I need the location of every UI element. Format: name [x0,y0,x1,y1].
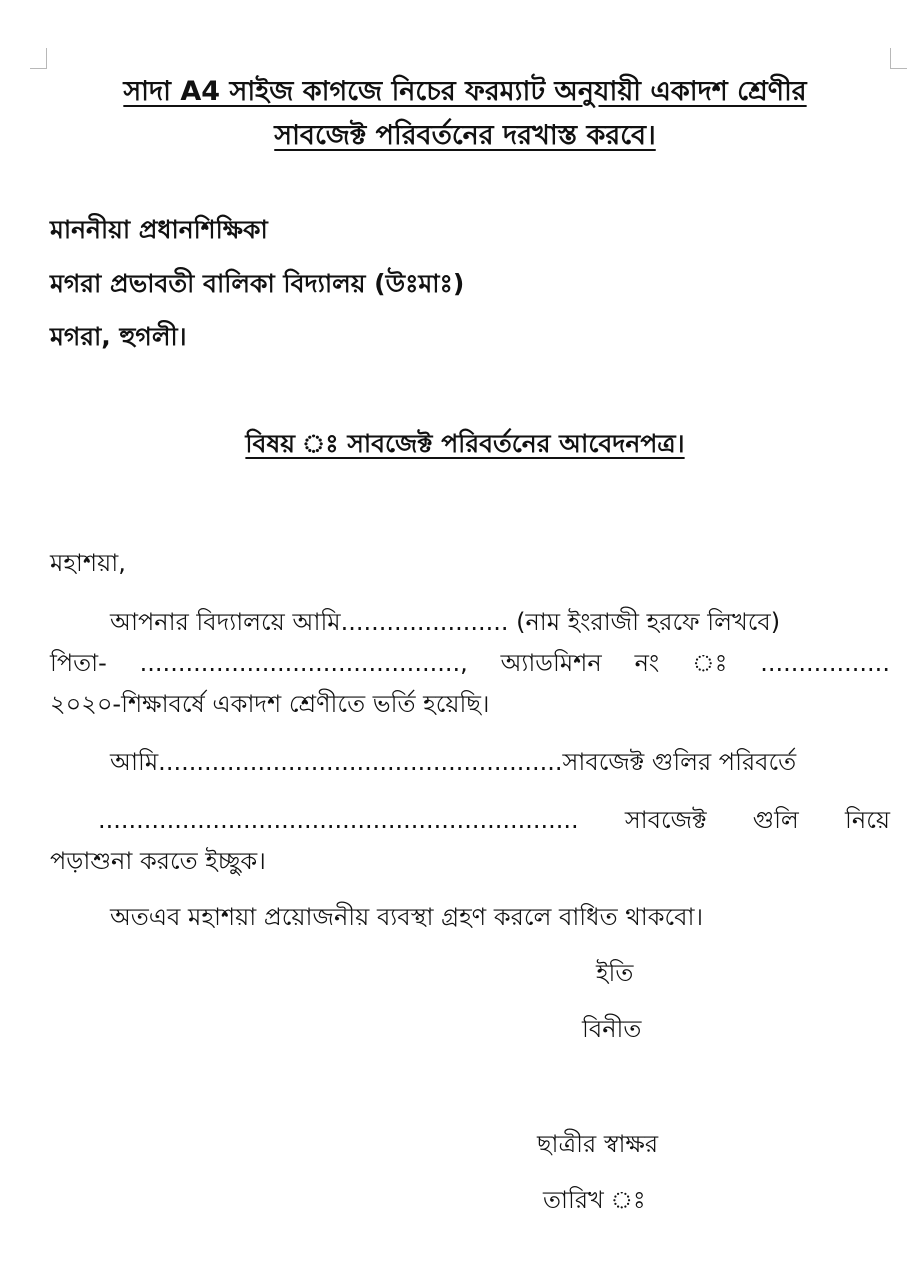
niye-word: নিয়ে [845,806,890,834]
document-title [30,70,900,158]
page-corner-mark-right [890,48,907,69]
address-school: মগরা প্রভাবতী বালিকা বিদ্যালয় (উঃমাঃ) [50,269,465,298]
title-line-2: সাবজেক্ট পরিবর্তনের দরখাস্ত করবে। [274,120,656,151]
date-label: তারিখ ঃ [543,1186,646,1214]
subject-line: বিষয় ঃ সাবজেক্ট পরিবর্তনের আবেদনপত্র। [245,429,685,458]
new-subjects-blank: ............................................................... [98,806,579,834]
para2-line1: আমি.....................................................সাবজেক্ট গুলির পরিবর্তে [110,748,797,776]
page-corner-mark-left [30,48,47,69]
address-place: মগরা, হুগলী। [50,322,187,351]
para1-line3: ২০২০-শিক্ষাবর্ষে একাদশ শ্রেণীতে ভর্তি হয়েছি। [50,690,490,718]
para3: অতএব মহাশয়া প্রয়োজনীয় ব্যবস্থা গ্রহণ করলে বাধিত থাকবো। [110,903,704,931]
admission-blank: ................. [760,649,890,677]
para1-line2 [50,643,890,683]
salutation: মহাশয়া, [50,549,126,577]
closing-binito: বিনীত [582,1015,642,1043]
title-line-1: সাদা A4 সাইজ কাগজে নিচের ফরম্যাট অনুযায়ী একাদশ শ্রেণীর [123,76,807,107]
admission-label: অ্যাডমিশন [500,649,602,677]
admission-colon: ঃ [692,649,728,677]
signature-label: ছাত্রীর স্বাক্ষর [537,1130,659,1158]
admission-no-label: নং [634,649,660,677]
address-recipient: মাননীয়া প্রধানশিক্ষিকা [50,215,268,244]
guli-word: গুলি [752,806,799,834]
closing-iti: ইতি [596,959,634,987]
father-blank: .........................................., [139,649,468,677]
father-label: পিতা- [50,649,107,677]
para1-line1: আপনার বিদ্যালয়ে আমি...................... (নাম ইংরাজী হরফে লিখবে) [110,608,781,636]
para2-line3: পড়াশুনা করতে ইচ্ছুক। [50,847,266,875]
para2-line2 [98,800,890,840]
subject-word: সাবজেক্ট [624,806,707,834]
